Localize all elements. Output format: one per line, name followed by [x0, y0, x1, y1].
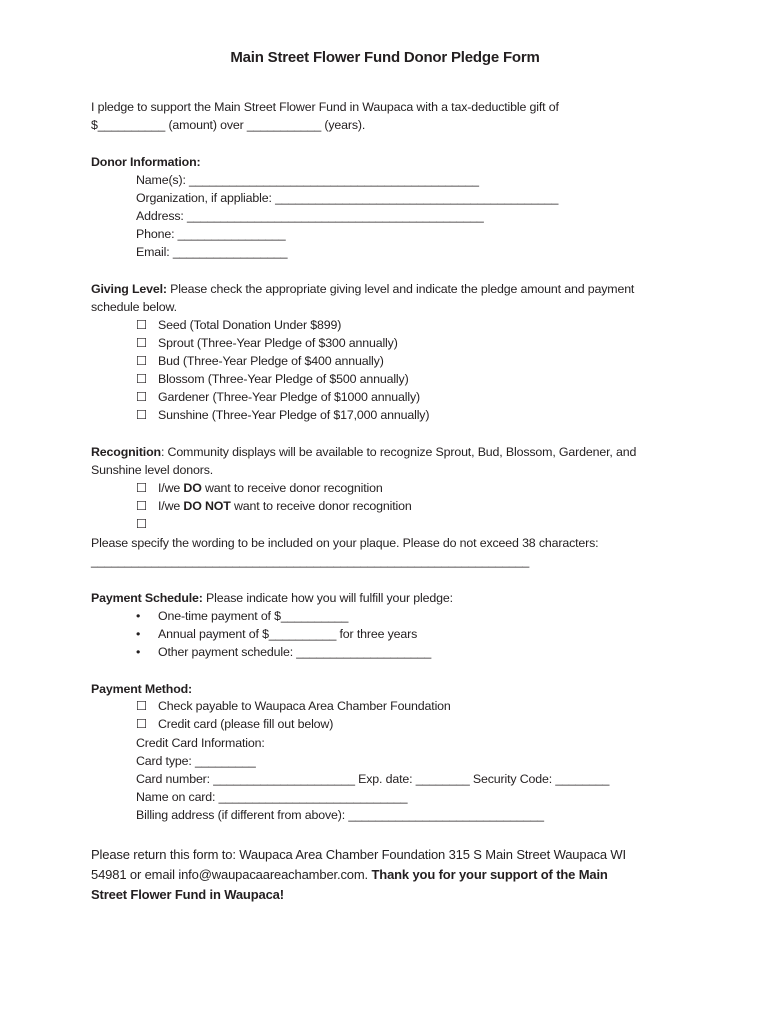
giving-option-seed[interactable]: [136, 316, 341, 334]
name-on-card-field[interactable]: Name on card: ____________________________: [136, 790, 408, 804]
checkbox-icon[interactable]: ☐: [136, 354, 147, 368]
intro-line-2: $__________ (amount) over ___________ (years).: [91, 118, 366, 132]
checkbox-icon[interactable]: ☐: [136, 499, 147, 513]
intro-line-1: I pledge to support the Main Street Flower Fund in Waupaca with a tax-deductible gift of: [91, 100, 559, 114]
recognition-desc-1: : Community displays will be available to recognize Sprout, Bud, Blossom, Gardener, and: [160, 445, 637, 459]
checkbox-icon[interactable]: ☐: [136, 336, 147, 350]
payment-schedule-label: Other payment schedule: ____________________: [158, 645, 432, 659]
donor-name-field[interactable]: Name(s): ___________________________________________: [136, 173, 479, 187]
return-line-1: Please return this form to: Waupaca Area Chamber Foundation 315 S Main Street Waupaca WI: [91, 847, 626, 862]
payment-method-heading: Payment Method:: [91, 682, 193, 696]
checkbox-icon[interactable]: ☐: [136, 408, 147, 422]
bullet-icon: •: [136, 627, 141, 641]
donor-organization-field[interactable]: Organization, if appliable: __________________________________________: [136, 191, 559, 205]
plaque-prompt: Please specify the wording to be included on your plaque. Please do not exceed 38 characters:: [91, 536, 599, 550]
payment-schedule-item-annual[interactable]: [136, 625, 417, 643]
recognition-option-do[interactable]: [136, 479, 383, 497]
giving-option-label: Seed (Total Donation Under $899): [158, 318, 342, 332]
giving-option-sunshine[interactable]: [136, 406, 429, 424]
giving-level-desc-1: Please check the appropriate giving level and indicate the pledge amount and payment: [166, 282, 635, 296]
giving-option-label: Gardener (Three-Year Pledge of $1000 annually): [158, 390, 420, 404]
checkbox-icon[interactable]: ☐: [136, 717, 147, 731]
payment-schedule-label: Annual payment of $__________ for three years: [158, 627, 418, 641]
thank-you-text: Thank you for your support of the Main: [371, 867, 608, 882]
payment-option-label: Credit card (please fill out below): [158, 717, 334, 731]
giving-option-sprout[interactable]: [136, 334, 398, 352]
payment-schedule-item-onetime[interactable]: [136, 607, 348, 625]
giving-option-gardener[interactable]: [136, 388, 420, 406]
credit-card-info-heading: Credit Card Information:: [136, 736, 265, 750]
card-number-field[interactable]: Card number: _____________________ Exp. date: ________ Security Code: ________: [136, 772, 610, 786]
giving-option-label: Sprout (Three-Year Pledge of $300 annually): [158, 336, 398, 350]
plaque-wording-field[interactable]: _________________________________________________________________: [91, 554, 530, 568]
option-emphasis: DO: [183, 481, 202, 495]
donor-email-field[interactable]: Email: _________________: [136, 245, 288, 259]
page-title: Main Street Flower Fund Donor Pledge Form: [230, 49, 540, 66]
billing-address-field[interactable]: Billing address (if different from above): _____________________________: [136, 808, 544, 822]
giving-option-label: Bud (Three-Year Pledge of $400 annually): [158, 354, 384, 368]
checkbox-icon[interactable]: ☐: [136, 318, 147, 332]
option-emphasis: DO NOT: [183, 499, 231, 513]
giving-level-desc-2: schedule below.: [91, 300, 177, 314]
bullet-icon: •: [136, 609, 141, 623]
donor-address-field[interactable]: Address: ____________________________________________: [136, 209, 484, 223]
bullet-icon: •: [136, 645, 141, 659]
giving-option-bud[interactable]: [136, 352, 384, 370]
checkbox-icon[interactable]: ☐: [136, 699, 147, 713]
payment-schedule-label: One-time payment of $__________: [158, 609, 349, 623]
option-text: I/we: [158, 481, 184, 495]
giving-level-intro: [91, 280, 634, 298]
option-text: I/we: [158, 499, 184, 513]
return-email-text: 54981 or email info@waupacaareachamber.com.: [91, 867, 372, 882]
giving-option-label: Blossom (Three-Year Pledge of $500 annually): [158, 372, 409, 386]
checkbox-icon[interactable]: ☐: [136, 481, 147, 495]
recognition-option-empty[interactable]: [136, 515, 158, 533]
donor-phone-field[interactable]: Phone: ________________: [136, 227, 286, 241]
giving-option-blossom[interactable]: [136, 370, 409, 388]
checkbox-icon[interactable]: ☐: [136, 390, 147, 404]
payment-schedule-heading: Payment Schedule:: [91, 591, 203, 605]
payment-schedule-item-other[interactable]: [136, 643, 431, 661]
checkbox-icon[interactable]: ☐: [136, 517, 147, 531]
option-text: want to receive donor recognition: [201, 481, 383, 495]
return-line-2: [91, 865, 608, 885]
option-text: want to receive donor recognition: [230, 499, 412, 513]
recognition-heading: Recognition: [91, 445, 161, 459]
checkbox-icon[interactable]: ☐: [136, 372, 147, 386]
payment-schedule-desc: Please indicate how you will fulfill your pledge:: [202, 591, 453, 605]
payment-schedule-intro: [91, 589, 453, 607]
thank-you-line-2: Street Flower Fund in Waupaca!: [91, 887, 284, 902]
payment-option-label: Check payable to Waupaca Area Chamber Foundation: [158, 699, 451, 713]
giving-level-heading: Giving Level:: [91, 282, 167, 296]
donor-info-heading: Donor Information:: [91, 155, 201, 169]
recognition-option-do-not[interactable]: [136, 497, 412, 515]
recognition-intro: [91, 443, 636, 461]
recognition-desc-2: Sunshine level donors.: [91, 463, 214, 477]
giving-option-label: Sunshine (Three-Year Pledge of $17,000 annually): [158, 408, 430, 422]
card-type-field[interactable]: Card type: _________: [136, 754, 256, 768]
payment-option-check[interactable]: [136, 697, 451, 715]
payment-option-credit-card[interactable]: [136, 715, 333, 733]
